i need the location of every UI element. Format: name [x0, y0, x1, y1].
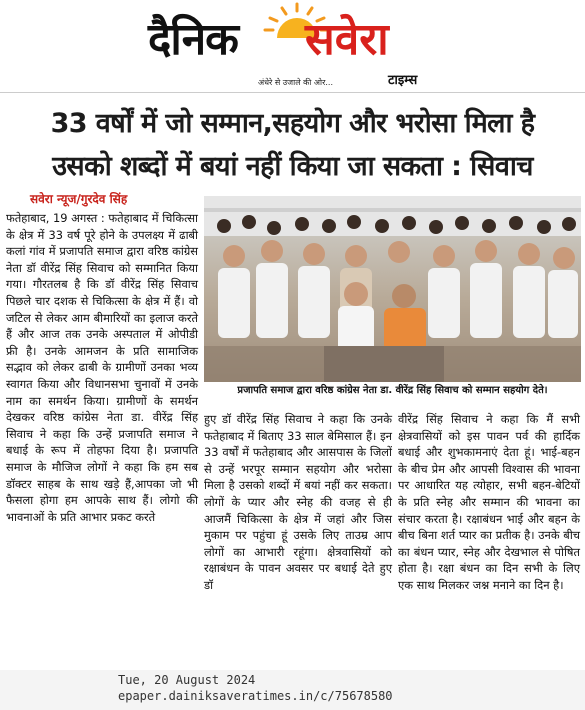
divider: [0, 92, 585, 93]
photo-caption: प्रजापति समाज द्वारा वरिष्ठ कांग्रेस नेता डा. वीरेंद्र सिंह सिवाच को सम्मान सहयोग देते।: [204, 382, 581, 400]
footer-url-link[interactable]: epaper.dainiksaveratimes.in/c/75678580: [118, 689, 393, 703]
news-photo: [204, 196, 581, 382]
article-column-3: वीरेंद्र सिंह सिवाच ने कहा कि मैं सभी क्षेत्रवासियों को इस पावन पर्व की हार्दिक बधाई और शुभकामनाएं देता हूं। भाई-बहन के बीच प्रेम और आपसी विश्वास की भावना पर आधारित यह त्योहार, सभी बहन-बेटियों के प्रति स्नेह और सम्मान की भावना का संचार करता है। रक्षाबंधन भाई और बहन के बीच बिना शर्त प्यार का प्रतीक है। उनके बीच का बंधन प्यार, स्नेह और देखभाल से पोषित होता है। रक्षा बंधन का दिन सभी के लिए एक साथ मिलकर जश्न मनाने का दिन है।: [398, 412, 580, 592]
masthead-tagline: अंधेरे से उजाले की ओर...: [258, 78, 334, 87]
masthead: [0, 0, 585, 92]
masthead-suffix: टाइम्स: [388, 73, 418, 88]
headline-line-1: 33 वर्षों में जो सम्मान,सहयोग और भरोसा मिला है: [50, 108, 535, 139]
article-column-2: हुए डॉ वीरेंद्र सिंह सिवाच ने कहा कि उनके फतेहाबाद में बिताए 33 साल बेमिसाल हैं। इन 33 वर्षों में फतेहाबाद और आसपास के जिलों से उन्हें भरपूर सम्मान सहयोग और भरोसा मिला है उसको शब्दों में बयां नहीं कर सकता। लोगों के प्यार और स्नेह की वजह से ही आजमैं चिकित्सा के क्षेत्र में जहां और जिस मुकाम पर पहुंचा हूं उसके लिए ताउम्र आप लोगों का आभारी रहूंगा। क्षेत्रवासियों को रक्षाबंधन के पावन अवसर पर बधाई देते हुए डॉ: [204, 412, 392, 592]
group-photo-illustration: [204, 196, 581, 382]
masthead-name-savera: सवेरा: [305, 14, 389, 65]
headline-line-2: उसको शब्दों में बयां नहीं किया जा सकता : सिवाच: [52, 151, 533, 182]
byline: सवेरा न्यूज/गुरदेव सिंह: [30, 192, 128, 206]
article-column-1: फतेहाबाद, 19 अगस्त : फतेहाबाद में चिकित्सा के क्षेत्र में 33 वर्ष पूरे होने के उपलक्ष्य में ढाबी कलां गांव में प्रजापति समाज द्वारा वरिष्ठ कांग्रेस नेता डॉ वीरेंद्र सिंह सिवाच को सम्मानित किया गया। गौरतलब है कि डॉ वीरेंद्र सिंह सिवाच पिछले चार दशक से चिकित्सा के क्षेत्र में हैं। वो जटिल से लेकर आम बीमारियों का इलाज करते हैं और आज तक उनके अस्पताल में ओपीडी फ्री है। उनके आमजन के प्रति सामाजिक सद्भाव को लेकर ढाबी के ग्रामीणों उनका भव्य स्वागत किया और विधानसभा चुनावों में उनके नाम का समर्थन किया। ग्रामीणों के समर्थन देखकर वरिष्ठ कांग्रेस नेता डा. वीरेंद्र सिंह सिवाच ने कहा कि उन्हें प्रजापति समाज ने बधाई के रूप में तोहफा दिया है। प्रजापति समाज के मौजिज लोगों ने कहा कि हम सब डॉक्टर साहब के साथ खड़े हैं,आपका जो भी फैसला होगा हम आपके साथ हैं। लोगो की भावनाओं के प्रति आभार प्रकट करते: [6, 211, 198, 524]
masthead-name-dainik: दैनिक: [148, 14, 238, 65]
footer-date: Tue, 20 August 2024: [118, 673, 256, 687]
